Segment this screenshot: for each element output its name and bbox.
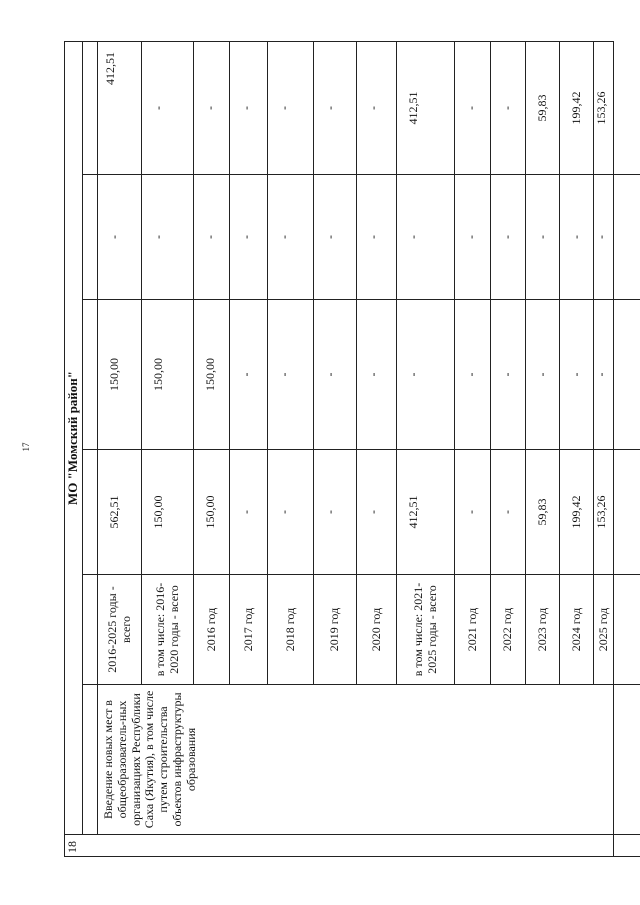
period-cell: 2016 год — [194, 575, 230, 685]
spacer-cell — [83, 300, 98, 450]
blank-cell — [614, 685, 640, 835]
value-cell: - — [142, 175, 194, 300]
total-cell: - — [314, 450, 357, 575]
value-cell: - — [526, 300, 560, 450]
value-cell: - — [594, 175, 614, 300]
period-cell: в том числе: 2016-2020 годы - всего — [142, 575, 194, 685]
spacer-cell — [83, 450, 98, 575]
value-cell: - — [455, 300, 491, 450]
value-cell: - — [397, 175, 455, 300]
blank-cell — [614, 835, 640, 857]
period-cell: 2017 год — [230, 575, 268, 685]
value-cell: - — [230, 300, 268, 450]
value-cell: - — [357, 175, 397, 300]
value-cell: 59,83 — [526, 41, 560, 174]
total-cell: - — [491, 450, 526, 575]
value-cell: - — [491, 41, 526, 174]
value-cell: - — [194, 175, 230, 300]
section-header-row — [65, 41, 83, 856]
table-row-bottom-blank — [614, 41, 640, 856]
value-cell: 412,51 — [98, 41, 142, 174]
row-number-cell: 18 — [65, 835, 614, 857]
value-cell: - — [268, 300, 314, 450]
total-cell: 412,51 — [397, 450, 455, 575]
period-cell: в том числе: 2021-2025 годы - всего — [397, 575, 455, 685]
table-row — [98, 41, 142, 856]
total-cell: - — [455, 450, 491, 575]
period-cell: 2024 год — [560, 575, 594, 685]
total-cell: - — [357, 450, 397, 575]
spacer-cell — [83, 175, 98, 300]
spacer-cell — [83, 575, 98, 685]
budget-table-rotated — [64, 42, 610, 857]
period-cell: 2023 год — [526, 575, 560, 685]
value-cell: - — [491, 175, 526, 300]
value-cell: - — [230, 175, 268, 300]
value-cell: - — [491, 300, 526, 450]
total-cell: 59,83 — [526, 450, 560, 575]
period-cell: 2018 год — [268, 575, 314, 685]
total-cell: 562,51 — [98, 450, 142, 575]
total-cell: 150,00 — [142, 450, 194, 575]
total-cell: - — [268, 450, 314, 575]
period-cell: 2019 год — [314, 575, 357, 685]
value-cell: - — [357, 41, 397, 174]
blank-cell — [614, 175, 640, 300]
page-number: 17 — [21, 442, 31, 452]
value-cell: - — [142, 41, 194, 174]
blank-cell — [614, 300, 640, 450]
total-cell: 150,00 — [194, 450, 230, 575]
value-cell: - — [314, 300, 357, 450]
budget-table — [64, 41, 640, 857]
total-cell: - — [230, 450, 268, 575]
value-cell: - — [268, 175, 314, 300]
section-title: МО "Момский район" — [65, 41, 83, 834]
value-cell: - — [194, 41, 230, 174]
measure-description: Введение новых мест в общеобразователь-ных организациях Республики Саха (Якутия), в том числе путем строительства объектов инфраструктуры образования — [98, 685, 614, 835]
value-cell: - — [314, 175, 357, 300]
value-cell: - — [455, 41, 491, 174]
blank-cell — [614, 575, 640, 685]
total-cell: 199,42 — [560, 450, 594, 575]
period-cell: 2025 год — [594, 575, 614, 685]
period-cell: 2016-2025 годы - всего — [98, 575, 142, 685]
value-cell: 150,00 — [98, 300, 142, 450]
spacer-row — [83, 41, 98, 856]
value-cell: - — [98, 175, 142, 300]
spacer-cell — [83, 685, 98, 835]
value-cell: - — [357, 300, 397, 450]
value-cell: 150,00 — [194, 300, 230, 450]
value-cell: 153,26 — [594, 41, 614, 174]
value-cell: - — [594, 300, 614, 450]
value-cell: - — [397, 300, 455, 450]
total-cell: 153,26 — [594, 450, 614, 575]
blank-cell — [614, 450, 640, 575]
period-cell: 2020 год — [357, 575, 397, 685]
value-cell: - — [526, 175, 560, 300]
value-cell: - — [560, 300, 594, 450]
value-cell: - — [230, 41, 268, 174]
value-cell: 150,00 — [142, 300, 194, 450]
value-cell: - — [455, 175, 491, 300]
spacer-cell — [83, 41, 98, 174]
period-cell: 2022 год — [491, 575, 526, 685]
value-cell: - — [560, 175, 594, 300]
value-cell: 199,42 — [560, 41, 594, 174]
value-cell: 412,51 — [397, 41, 455, 174]
value-cell: - — [268, 41, 314, 174]
period-cell: 2021 год — [455, 575, 491, 685]
value-cell: - — [314, 41, 357, 174]
